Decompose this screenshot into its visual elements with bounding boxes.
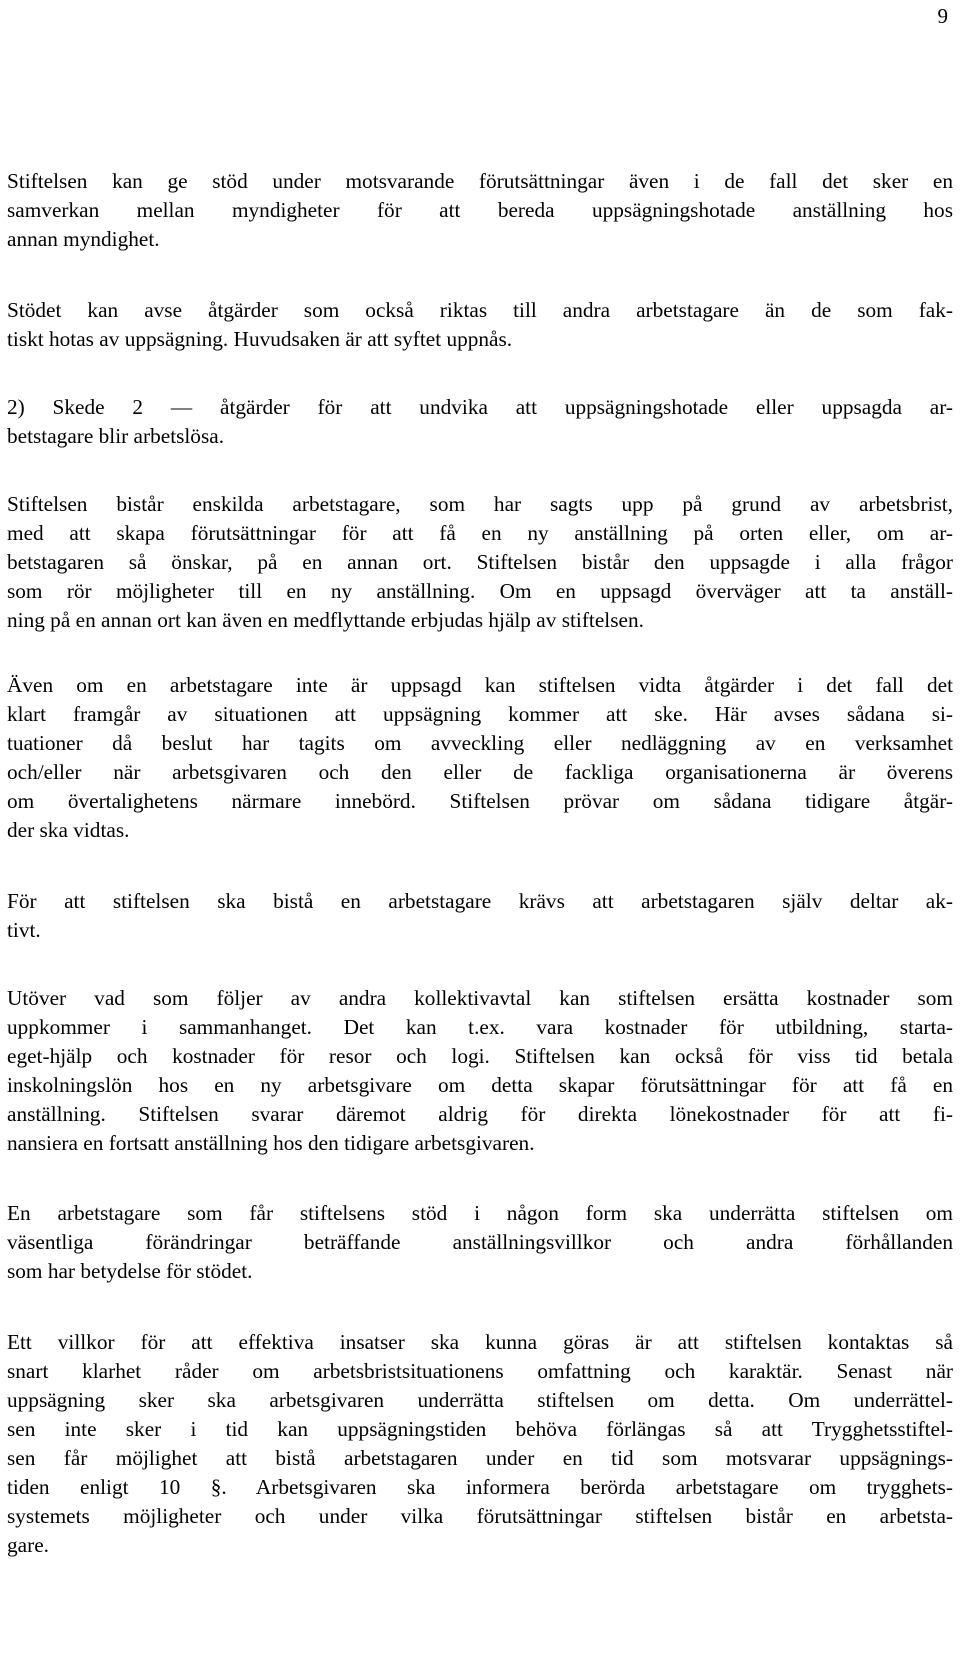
text-line: ning på en annan ort kan även en medflyttande erbjudas hjälp av stiftelsen. (7, 608, 644, 632)
text-line: klart framgår av situationen att uppsägning kommer att ske. Här avses sådana si- (7, 702, 953, 726)
text-line: Utöver vad som följer av andra kollektivavtal kan stiftelsen ersätta kostnader som (7, 986, 953, 1010)
text-line: samverkan mellan myndigheter för att bereda uppsägningshotade anställning hos (7, 198, 953, 222)
text-line: väsentliga förändringar beträffande anställningsvillkor och andra förhållanden (7, 1230, 953, 1254)
text-line: inskolningslön hos en ny arbetsgivare om detta skapar förutsättningar för att få en (7, 1073, 953, 1097)
text-line: tiskt hotas av uppsägning. Huvudsaken är att syftet uppnås. (7, 327, 513, 351)
paragraph (0, 1199, 960, 1286)
text-line: nansiera en fortsatt anställning hos den tidigare arbetsgivaren. (7, 1131, 535, 1155)
text-line: eget-hjälp och kostnader för resor och logi. Stiftelsen kan också för viss tid betala (7, 1044, 953, 1068)
text-line: En arbetstagare som får stiftelsens stöd i någon form ska underrätta stiftelsen om (7, 1201, 953, 1225)
text-line: För att stiftelsen ska bistå en arbetstagare krävs att arbetstagaren själv deltar ak- (7, 889, 953, 913)
paragraph (0, 671, 960, 845)
text-line: om övertalighetens närmare innebörd. Stiftelsen prövar om sådana tidigare åtgär- (7, 789, 953, 813)
paragraph (0, 984, 960, 1158)
paragraph (0, 1328, 960, 1560)
paragraph (0, 167, 960, 254)
text-line: med att skapa förutsättningar för att få en ny anställning på orten eller, om ar- (7, 521, 953, 545)
text-line: betstagare blir arbetslösa. (7, 424, 225, 448)
page-number: 9 (937, 4, 948, 28)
text-line: tuationer då beslut har tagits om avveckling eller nedläggning av en verksamhet (7, 731, 953, 755)
text-line: sen inte sker i tid kan uppsägningstiden behöva förlängas så att Trygghetsstiftel- (7, 1417, 953, 1441)
text-line: snart klarhet råder om arbetsbristsituationens omfattning och karaktär. Senast när (7, 1359, 953, 1383)
paragraph (0, 490, 960, 635)
text-line: annan myndighet. (7, 227, 160, 251)
text-line: Stiftelsen kan ge stöd under motsvarande förutsättningar även i de fall det sker en (7, 169, 953, 193)
text-line: systemets möjligheter och under vilka förutsättningar stiftelsen bistår en arbetsta- (7, 1504, 953, 1528)
text-line: uppsägning sker ska arbetsgivaren underrätta stiftelsen om detta. Om underrättel- (7, 1388, 953, 1412)
text-line: gare. (7, 1533, 49, 1557)
text-line: tivt. (7, 918, 41, 942)
text-line: sen får möjlighet att bistå arbetstagaren under en tid som motsvarar uppsägnings- (7, 1446, 953, 1470)
text-line: tiden enligt 10 §. Arbetsgivaren ska informera berörda arbetstagare om trygghets- (7, 1475, 953, 1499)
paragraph (0, 296, 960, 354)
paragraph (0, 393, 960, 451)
text-line: Ett villkor för att effektiva insatser ska kunna göras är att stiftelsen kontaktas så (7, 1330, 953, 1354)
text-line: der ska vidtas. (7, 818, 130, 842)
text-line: betstagaren så önskar, på en annan ort. Stiftelsen bistår den uppsagde i alla frågor (7, 550, 953, 574)
paragraph (0, 887, 960, 945)
text-line: som rör möjligheter till en ny anställning. Om en uppsagd överväger att ta anställ- (7, 579, 953, 603)
text-line: uppkommer i sammanhanget. Det kan t.ex. vara kostnader för utbildning, starta- (7, 1015, 953, 1039)
text-line: Stiftelsen bistår enskilda arbetstagare, som har sagts upp på grund av arbetsbrist, (7, 492, 953, 516)
text-line: Även om en arbetstagare inte är uppsagd kan stiftelsen vidta åtgärder i det fall det (7, 673, 953, 697)
text-line: som har betydelse för stödet. (7, 1259, 253, 1283)
text-line: 2) Skede 2 — åtgärder för att undvika att uppsägningshotade eller uppsagda ar- (7, 395, 953, 419)
text-line: anställning. Stiftelsen svarar däremot aldrig för direkta lönekostnader för att fi- (7, 1102, 953, 1126)
text-line: Stödet kan avse åtgärder som också riktas till andra arbetstagare än de som fak- (7, 298, 953, 322)
text-line: och/eller när arbetsgivaren och den eller de fackliga organisationerna är överens (7, 760, 953, 784)
